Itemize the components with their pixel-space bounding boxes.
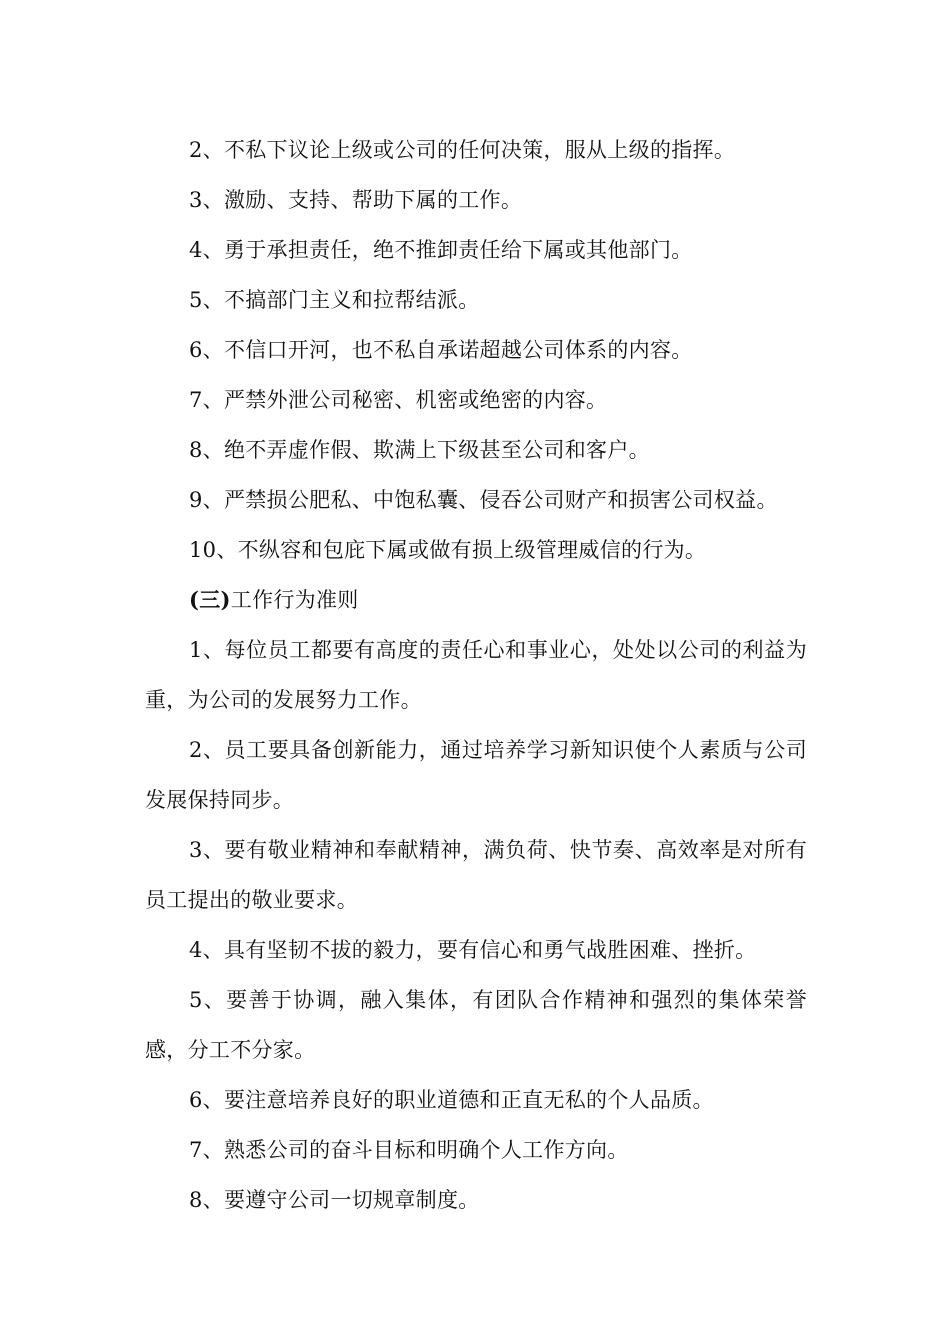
document-body xyxy=(145,125,807,1225)
work-rule-7: 7、熟悉公司的奋斗目标和明确个人工作方向。 xyxy=(189,1138,629,1162)
conduct-item-8: 8、绝不弄虚作假、欺满上下级甚至公司和客户。 xyxy=(189,438,650,462)
work-rule-8: 8、要遵守公司一切规章制度。 xyxy=(189,1188,480,1212)
work-rule-2: 2、员工要具备创新能力，通过培养学习新知识使个人素质与公司发展保持同步。 xyxy=(145,738,807,812)
section-heading-title: 工作行为准则 xyxy=(230,588,359,612)
section-heading xyxy=(145,575,807,625)
conduct-item-4: 4、勇于承担责任，绝不推卸责任给下属或其他部门。 xyxy=(189,238,693,262)
work-rule-5: 5、要善于协调，融入集体，有团队合作精神和强烈的集体荣誉感，分工不分家。 xyxy=(145,988,807,1062)
work-rule-4: 4、具有坚韧不拔的毅力，要有信心和勇气战胜困难、挫折。 xyxy=(189,938,757,962)
conduct-item-5: 5、不搞部门主义和拉帮结派。 xyxy=(189,288,480,312)
conduct-item-6: 6、不信口开河，也不私自承诺超越公司体系的内容。 xyxy=(189,338,693,362)
work-rule-6: 6、要注意培养良好的职业道德和正直无私的个人品质。 xyxy=(189,1088,714,1112)
work-rule-3: 3、要有敬业精神和奉献精神，满负荷、快节奏、高效率是对所有员工提出的敬业要求。 xyxy=(145,838,807,912)
section-heading-prefix: (三) xyxy=(189,587,231,612)
conduct-item-9: 9、严禁损公肥私、中饱私囊、侵吞公司财产和损害公司权益。 xyxy=(189,488,778,512)
work-rule-1: 1、每位员工都要有高度的责任心和事业心，处处以公司的利益为重，为公司的发展努力工作。 xyxy=(145,638,807,712)
conduct-item-10: 10、不纵容和包庇下属或做有损上级管理威信的行为。 xyxy=(189,538,707,562)
conduct-item-2: 2、不私下议论上级或公司的任何决策，服从上级的指挥。 xyxy=(189,138,736,162)
conduct-item-3: 3、激励、支持、帮助下属的工作。 xyxy=(189,188,523,212)
conduct-item-7: 7、严禁外泄公司秘密、机密或绝密的内容。 xyxy=(189,388,608,412)
